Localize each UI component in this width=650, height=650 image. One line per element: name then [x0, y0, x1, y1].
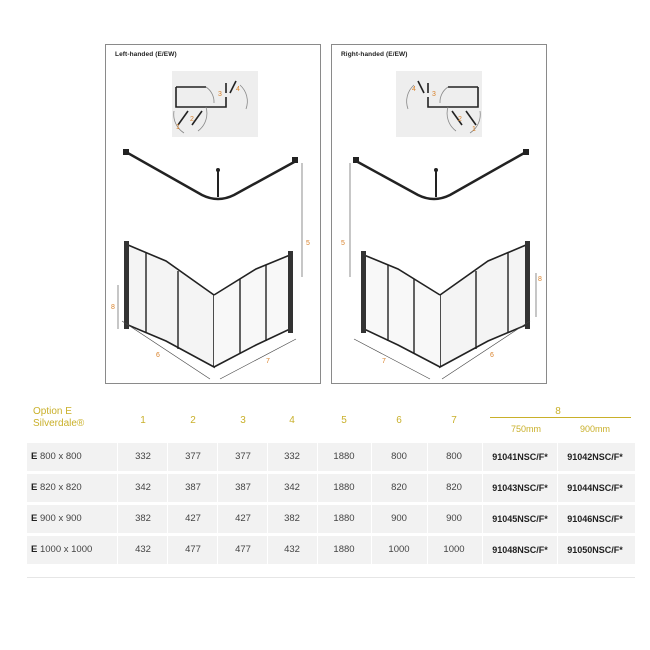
plan-label-4: 4	[236, 86, 240, 93]
product-code-cell: 91043NSC/F*	[492, 483, 548, 493]
value-cell-col7: 820	[446, 482, 462, 493]
value-cell-col7: 800	[446, 451, 462, 462]
right-handed-panel	[331, 44, 547, 384]
cell-divider	[482, 536, 483, 564]
col-header-7: 7	[451, 415, 457, 426]
cell-divider	[317, 505, 318, 533]
value-cell-col7: 900	[446, 513, 462, 524]
size-value: 820 x 820	[39, 482, 82, 493]
size-cell	[31, 443, 82, 471]
size-prefix: E	[31, 451, 38, 462]
value-cell-col3: 387	[235, 482, 251, 493]
product-code-cell: 91048NSC/F*	[492, 545, 548, 555]
cell-divider	[371, 505, 372, 533]
table-row	[27, 505, 635, 533]
value-cell-col4: 332	[284, 451, 300, 462]
plan-label-2: 2	[190, 116, 194, 123]
sub-header-900: 900mm	[579, 424, 610, 434]
value-cell-col5: 1880	[333, 451, 355, 462]
cell-divider	[117, 536, 118, 564]
size-value: 1000 x 1000	[39, 544, 93, 555]
cell-divider	[217, 474, 218, 502]
value-cell-col6: 800	[391, 451, 407, 462]
dim-label-side-b: 7	[266, 358, 270, 365]
value-cell-col1: 432	[135, 544, 151, 555]
cell-divider	[427, 443, 428, 471]
cell-divider	[167, 474, 168, 502]
half-height-screens	[124, 241, 293, 367]
value-cell-col5: 1880	[333, 513, 355, 524]
value-cell-col1: 332	[135, 451, 151, 462]
plan-label-3: 3	[432, 91, 436, 98]
plan-view	[396, 71, 482, 137]
cell-divider	[482, 443, 483, 471]
size-prefix: E	[31, 482, 38, 493]
plan-view	[172, 71, 258, 137]
cell-divider	[557, 443, 558, 471]
size-value: 900 x 900	[39, 513, 82, 524]
panel-title: Left-handed (E/EW)	[115, 51, 177, 58]
col-header-3: 3	[240, 415, 246, 426]
dim-label-panel-height: 8	[111, 304, 115, 311]
plan-label-3: 3	[218, 91, 222, 98]
cell-divider	[371, 443, 372, 471]
cell-divider	[267, 443, 268, 471]
dim-label-side-b: 6	[490, 352, 494, 359]
cell-divider	[371, 474, 372, 502]
value-cell-col2: 427	[185, 513, 201, 524]
curtain-rail	[123, 149, 298, 199]
cell-divider	[217, 505, 218, 533]
size-cell	[31, 505, 82, 533]
col-header-6: 6	[396, 415, 402, 426]
col-header-5: 5	[341, 415, 347, 426]
cell-divider	[317, 443, 318, 471]
table-row	[27, 443, 635, 471]
col-header-8-rule	[490, 417, 631, 418]
size-cell	[31, 536, 92, 564]
left-handed-panel	[105, 44, 321, 384]
size-prefix: E	[31, 544, 38, 555]
cell-divider	[427, 536, 428, 564]
plan-label-1: 1	[176, 124, 180, 131]
dim-label-side-a: 7	[382, 358, 386, 365]
dim-label-height: 5	[306, 240, 310, 247]
value-cell-col3: 477	[235, 544, 251, 555]
table-row	[27, 474, 635, 502]
cell-divider	[317, 536, 318, 564]
value-cell-col5: 1880	[333, 544, 355, 555]
col-header-4: 4	[289, 415, 295, 426]
value-cell-col1: 342	[135, 482, 151, 493]
product-code-cell: 91046NSC/F*	[567, 514, 623, 524]
option-line2: Silverdale®	[33, 418, 85, 429]
sub-header-750: 750mm	[510, 424, 541, 434]
cell-divider	[167, 536, 168, 564]
option-line1: Option E	[33, 406, 72, 417]
cell-divider	[482, 474, 483, 502]
curtain-rail	[353, 149, 529, 199]
value-cell-col2: 387	[185, 482, 201, 493]
product-code-cell: 91041NSC/F*	[492, 452, 548, 462]
cell-divider	[371, 536, 372, 564]
value-cell-col4: 382	[284, 513, 300, 524]
value-cell-col6: 820	[391, 482, 407, 493]
table-header	[27, 400, 635, 440]
dim-label-side-a: 6	[156, 352, 160, 359]
value-cell-col2: 477	[185, 544, 201, 555]
cell-divider	[117, 505, 118, 533]
dim-label-height: 5	[341, 240, 345, 247]
value-cell-col6: 1000	[388, 544, 410, 555]
cell-divider	[117, 443, 118, 471]
value-cell-col4: 432	[284, 544, 300, 555]
cell-divider	[557, 474, 558, 502]
cell-divider	[217, 536, 218, 564]
cell-divider	[557, 505, 558, 533]
size-prefix: E	[31, 513, 38, 524]
half-height-screens	[361, 241, 530, 367]
table-row	[27, 536, 635, 564]
table-bottom-rule	[27, 577, 635, 578]
left-handed-diagram	[106, 45, 322, 385]
cell-divider	[427, 505, 428, 533]
value-cell-col1: 382	[135, 513, 151, 524]
size-cell	[31, 474, 82, 502]
cell-divider	[167, 505, 168, 533]
size-value: 800 x 800	[39, 451, 82, 462]
col-header-8: 8	[555, 406, 561, 417]
cell-divider	[267, 505, 268, 533]
value-cell-col3: 377	[235, 451, 251, 462]
panel-title: Right-handed (E/EW)	[341, 51, 408, 58]
right-handed-diagram	[332, 45, 548, 385]
value-cell-col7: 1000	[443, 544, 465, 555]
cell-divider	[482, 505, 483, 533]
product-code-cell: 91050NSC/F*	[567, 545, 623, 555]
value-cell-col6: 900	[391, 513, 407, 524]
col-header-2: 2	[190, 415, 196, 426]
plan-label-2: 2	[458, 116, 462, 123]
cell-divider	[267, 474, 268, 502]
product-code-cell: 91045NSC/F*	[492, 514, 548, 524]
col-header-1: 1	[140, 415, 146, 426]
cell-divider	[267, 536, 268, 564]
value-cell-col4: 342	[284, 482, 300, 493]
cell-divider	[427, 474, 428, 502]
cell-divider	[217, 443, 218, 471]
plan-label-1: 1	[472, 126, 476, 133]
cell-divider	[317, 474, 318, 502]
product-code-cell: 91042NSC/F*	[567, 452, 623, 462]
option-label	[33, 406, 84, 430]
value-cell-col5: 1880	[333, 482, 355, 493]
plan-label-4: 4	[412, 86, 416, 93]
cell-divider	[167, 443, 168, 471]
dim-label-panel-height: 8	[538, 276, 542, 283]
cell-divider	[117, 474, 118, 502]
cell-divider	[557, 536, 558, 564]
product-code-cell: 91044NSC/F*	[567, 483, 623, 493]
value-cell-col2: 377	[185, 451, 201, 462]
value-cell-col3: 427	[235, 513, 251, 524]
